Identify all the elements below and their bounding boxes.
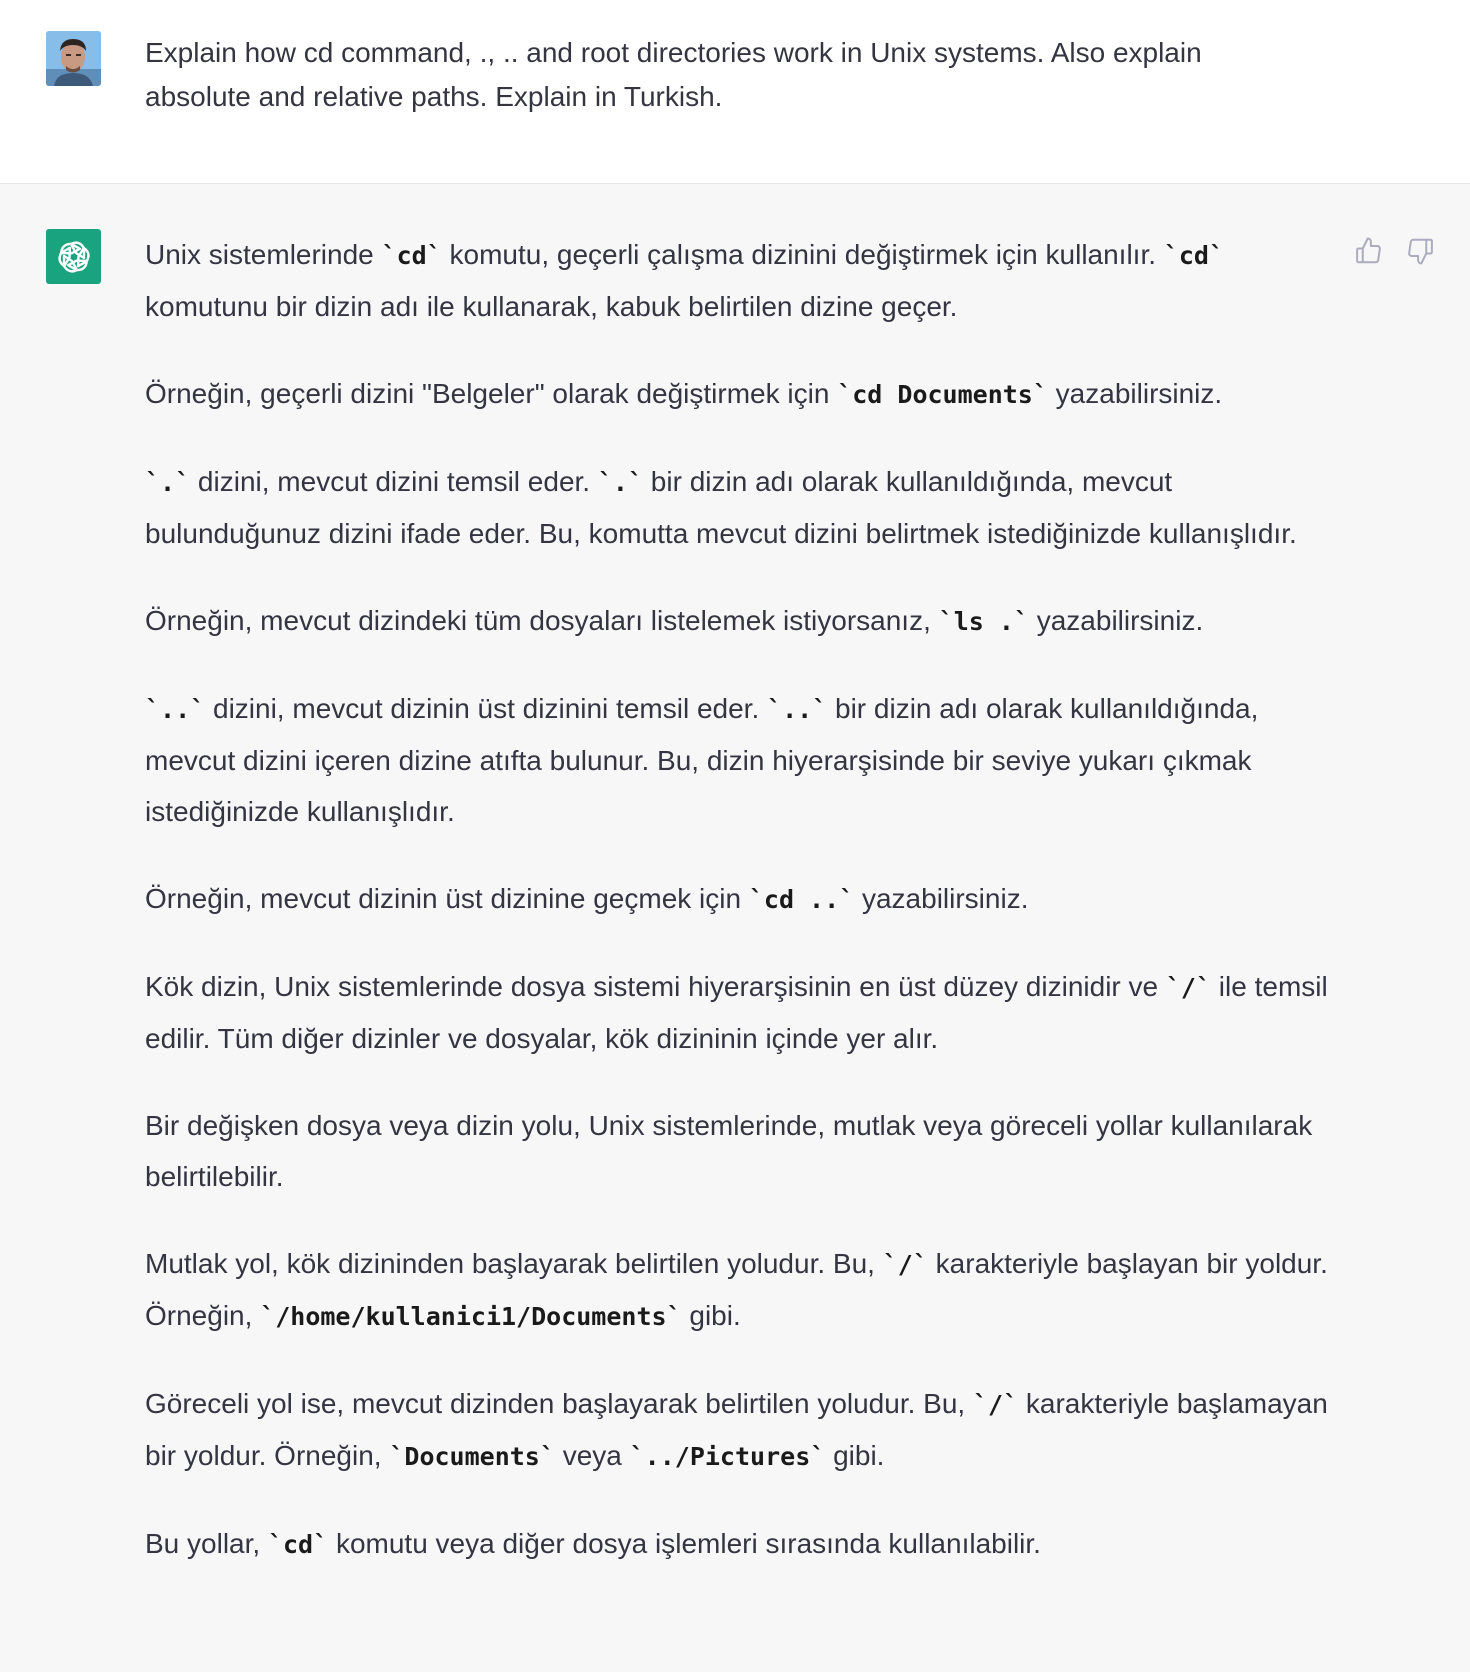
answer-paragraph: [145, 873, 1345, 925]
answer-paragraph: [145, 1100, 1345, 1202]
inline-code: `cd`: [381, 241, 442, 270]
answer-text: Örneğin, geçerli dizini "Belgeler" olarak değiştirmek için: [145, 378, 838, 409]
inline-code: `cd`: [267, 1530, 329, 1559]
answer-text: Örneğin, mevcut dizinin üst dizinine geçmek için: [145, 883, 749, 914]
inline-code: `/`: [1165, 973, 1212, 1002]
inline-code: `cd ..`: [748, 885, 855, 914]
answer-text: dizini, mevcut dizinin üst dizinini temsil eder.: [205, 693, 768, 724]
answer-paragraph: [145, 1518, 1345, 1570]
answer-text: gibi.: [825, 1440, 885, 1471]
answer-paragraph: [145, 1238, 1345, 1342]
answer-text: bir dizin adı olarak kullanıldığında, mevcut dizini içeren dizine atıfta bulunur. Bu, dizin hiyerarşisinde bir seviye yukarı çıkmak istediğinizde kullanışlıdır.: [145, 693, 1267, 827]
inline-code: `.`: [597, 468, 644, 497]
answer-text: Unix sistemlerinde: [145, 239, 382, 270]
inline-code: `..`: [145, 695, 206, 724]
inline-code: `/`: [882, 1250, 928, 1279]
answer-text: Örneğin, mevcut dizindeki tüm dosyaları listelemek istiyorsanız,: [145, 605, 939, 636]
answer-text: ile temsil edilir. Tüm diğer dizinler ve dosyalar, kök dizininin içinde yer alır.: [145, 971, 1336, 1054]
assistant-avatar: [46, 229, 101, 284]
answer-text: yazabilirsiniz.: [854, 883, 1029, 914]
inline-code: `.`: [145, 468, 191, 497]
answer-text: karakteriyle başlamayan bir yoldur. Örneğin,: [145, 1388, 1336, 1471]
user-message-row: [0, 0, 1470, 184]
answer-text: dizini, mevcut dizini temsil eder.: [190, 466, 598, 497]
inline-code: `..`: [767, 695, 828, 724]
user-message-text: Explain how cd command, ., .. and root directories work in Unix systems. Also explain absolute and relative paths. Explain in Turkish.: [145, 37, 1210, 112]
answer-text: Kök dizin, Unix sistemlerinde dosya sistemi hiyerarşisinin en üst düzey dizinidir ve: [145, 971, 1166, 1002]
answer-paragraph: [145, 368, 1345, 420]
inline-code: `cd`: [1163, 241, 1225, 270]
thumbs-down-button[interactable]: [1403, 234, 1437, 268]
thumbs-up-button[interactable]: [1352, 234, 1386, 268]
answer-text: komutunu bir dizin adı ile kullanarak, kabuk belirtilen dizine geçer.: [145, 239, 1232, 322]
answer-text: bir dizin adı olarak kullanıldığında, mevcut bulunduğunuz dizini ifade eder. Bu, komutta mevcut dizini belirtmek istediğinizde kullanışlıdır.: [145, 466, 1297, 549]
answer-text: Göreceli yol ise, mevcut dizinden başlayarak belirtilen yoludur. Bu,: [145, 1388, 973, 1419]
inline-code: `../Pictures`: [629, 1442, 826, 1471]
thumbs-up-icon: [1354, 236, 1384, 266]
answer-text: gibi.: [681, 1300, 741, 1331]
openai-logo-icon: [54, 237, 94, 277]
answer-text: yazabilirsiniz.: [1047, 378, 1223, 409]
answer-text: Mutlak yol, kök dizininden başlayarak belirtilen yoludur. Bu,: [145, 1248, 883, 1279]
inline-code: `ls .`: [938, 607, 1029, 636]
answer-text: komutu veya diğer dosya işlemleri sırasında kullanılabilir.: [328, 1528, 1041, 1559]
user-avatar: [46, 31, 101, 86]
user-photo-avatar-icon: [46, 31, 101, 86]
answer-paragraph: [145, 229, 1345, 332]
inline-code: `Documents`: [389, 1442, 555, 1471]
answer-text: veya: [554, 1440, 630, 1471]
answer-paragraph: [145, 961, 1345, 1064]
answer-paragraph: [145, 1378, 1345, 1482]
inline-code: `cd Documents`: [837, 380, 1048, 409]
answer-paragraph: [145, 683, 1345, 837]
answer-text: yazabilirsiniz.: [1028, 605, 1204, 636]
assistant-message-text: [145, 229, 1345, 1606]
answer-text: komutu, geçerli çalışma dizinini değiştirmek için kullanılır.: [441, 239, 1164, 270]
answer-paragraph: [145, 456, 1345, 559]
answer-text: karakteriyle başlayan bir yoldur. Örneğin,: [145, 1248, 1336, 1331]
inline-code: `/home/kullanici1/Documents`: [260, 1302, 682, 1331]
thumbs-down-icon: [1405, 236, 1435, 266]
answer-text: Bir değişken dosya veya dizin yolu, Unix sistemlerinde, mutlak veya göreceli yollar kullanılarak belirtilebilir.: [145, 1110, 1320, 1192]
answer-text: Bu yollar,: [145, 1528, 268, 1559]
inline-code: `/`: [972, 1390, 1019, 1419]
answer-paragraph: [145, 595, 1345, 647]
